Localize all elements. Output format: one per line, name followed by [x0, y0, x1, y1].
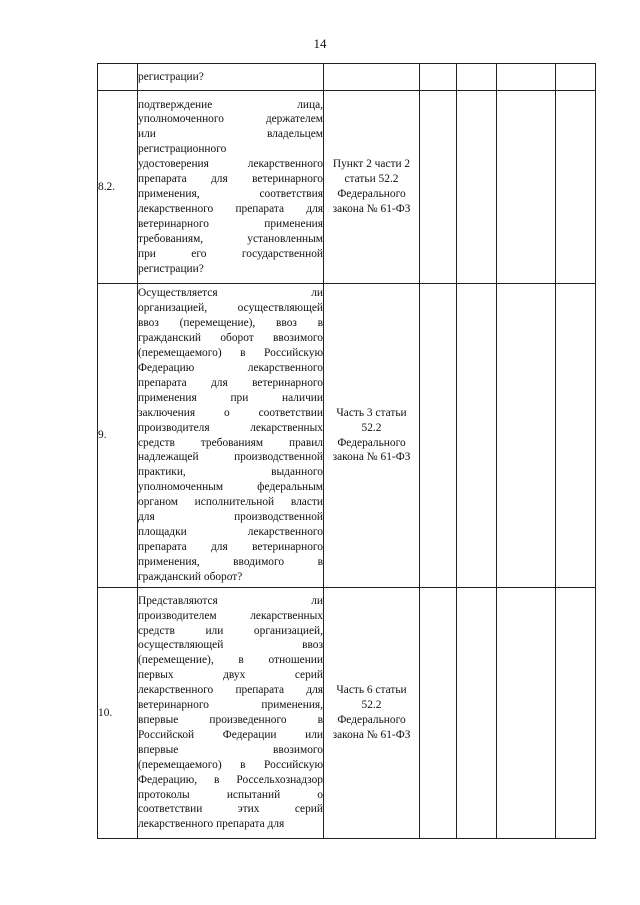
question-line: применения при наличии	[138, 391, 323, 404]
question-line: удостоверения лекарственного	[138, 158, 323, 171]
question-line: Федерацию, в Россельхознадзор	[138, 773, 323, 786]
question-line: подтверждение лица,	[138, 98, 323, 111]
answer-no-cell[interactable]	[457, 284, 497, 588]
question-line: при его государственной	[138, 247, 323, 260]
question-line: препарата для ветеринарного	[138, 173, 323, 186]
question-line: ввоз (перемещение), ввоз в	[138, 317, 323, 330]
reference-line: статьи 52.2	[344, 173, 399, 186]
question-line: соответствии этих серий	[138, 803, 323, 816]
answer-yes-cell[interactable]	[420, 64, 457, 91]
question-line: лекарственного препарата для	[138, 818, 285, 831]
question-line: первых двух серий	[138, 669, 323, 682]
question-line: Российской Федерации или	[138, 728, 323, 741]
not-applicable-cell[interactable]	[497, 64, 556, 91]
question-line: регистрации?	[138, 70, 204, 83]
question-cell	[138, 588, 324, 839]
question-line: требованиям, установленным	[138, 232, 323, 245]
legal-reference-cell	[324, 91, 420, 284]
reference-line: закона № 61-ФЗ	[332, 451, 411, 464]
question-line: осуществляющей ввоз	[138, 639, 323, 652]
answer-no-cell[interactable]	[457, 91, 497, 284]
question-line: впервые произведенного в	[138, 714, 323, 726]
item-number: 8.2.	[98, 91, 138, 284]
question-line: (перемещаемого) в Российскую	[138, 758, 323, 771]
question-line: практики, выданного	[138, 466, 323, 479]
not-applicable-cell[interactable]	[497, 91, 556, 284]
item-number	[98, 64, 138, 91]
legal-reference-cell	[324, 588, 420, 839]
reference-line: закона № 61-ФЗ	[332, 728, 411, 741]
question-line: лекарственного препарата для	[138, 202, 323, 215]
question-line: (перемещаемого) в Российскую	[138, 347, 323, 360]
question-line: применения, вводимого в	[138, 555, 323, 568]
answer-yes-cell[interactable]	[420, 284, 457, 588]
question-line: для производственной	[138, 511, 323, 524]
reference-line: Федерального	[337, 436, 406, 449]
table-row	[98, 64, 596, 91]
question-line: производителя лекарственных	[138, 421, 323, 434]
question-line: площадки лекарственного	[138, 525, 323, 538]
question-line: протоколы испытаний о	[138, 788, 323, 801]
reference-line: 52.2	[361, 699, 382, 712]
reference-line: Пункт 2 части 2	[332, 158, 411, 171]
question-line: (перемещение), в отношении	[138, 654, 323, 667]
note-cell[interactable]	[556, 64, 596, 91]
question-line: гражданский оборот?	[138, 570, 243, 583]
table-row	[98, 284, 596, 588]
reference-line: Часть 3 статьи	[336, 406, 407, 419]
note-cell[interactable]	[556, 588, 596, 839]
answer-no-cell[interactable]	[457, 588, 497, 839]
answer-yes-cell[interactable]	[420, 588, 457, 839]
not-applicable-cell[interactable]	[497, 284, 556, 588]
question-cell	[138, 284, 324, 588]
question-line: надлежащей производственной	[138, 451, 323, 464]
question-line: ветеринарного применения,	[138, 699, 323, 712]
question-line: Представляются ли	[138, 594, 323, 607]
question-line: регистрации?	[138, 262, 204, 275]
question-line: ветеринарного применения	[138, 217, 323, 230]
question-line: средств или организацией,	[138, 624, 323, 637]
question-line: Федерацию лекарственного	[138, 361, 323, 374]
item-number: 9.	[98, 284, 138, 588]
page-number: 14	[313, 36, 327, 51]
question-line: Осуществляется ли	[138, 287, 323, 300]
table-row	[98, 91, 596, 284]
reference-line: Федерального	[337, 714, 406, 726]
question-line: органом исполнительной власти	[138, 496, 323, 509]
question-line: уполномоченного держателем	[138, 113, 323, 126]
question-line: препарата для ветеринарного	[138, 540, 323, 553]
question-line: производителем лекарственных	[138, 609, 323, 622]
question-line: лекарственного препарата для	[138, 684, 323, 697]
note-cell[interactable]	[556, 91, 596, 284]
reference-line: 52.2	[361, 421, 382, 434]
question-line: регистрационного	[138, 143, 227, 156]
reference-line: Часть 6 статьи	[336, 684, 407, 697]
question-cell	[138, 91, 324, 284]
question-line: препарата для ветеринарного	[138, 376, 323, 389]
answer-yes-cell[interactable]	[420, 91, 457, 284]
note-cell[interactable]	[556, 284, 596, 588]
item-number: 10.	[98, 588, 138, 839]
reference-line: Федерального	[337, 188, 406, 200]
question-line: уполномоченным федеральным	[138, 481, 323, 494]
question-line: или владельцем	[138, 128, 323, 141]
question-line: применения, соответствия	[138, 188, 323, 200]
question-cell	[138, 64, 324, 91]
question-line: впервые ввозимого	[138, 743, 323, 756]
question-line: средств требованиям правил	[138, 436, 323, 449]
legal-reference-cell	[324, 64, 420, 91]
reference-line: закона № 61-ФЗ	[332, 202, 411, 215]
answer-no-cell[interactable]	[457, 64, 497, 91]
question-line: организацией, осуществляющей	[138, 302, 323, 315]
checklist-table	[97, 63, 596, 839]
question-line: заключения о соответствии	[138, 406, 323, 419]
legal-reference-cell	[324, 284, 420, 588]
not-applicable-cell[interactable]	[497, 588, 556, 839]
table-row	[98, 588, 596, 839]
question-line: гражданский оборот ввозимого	[138, 332, 323, 345]
